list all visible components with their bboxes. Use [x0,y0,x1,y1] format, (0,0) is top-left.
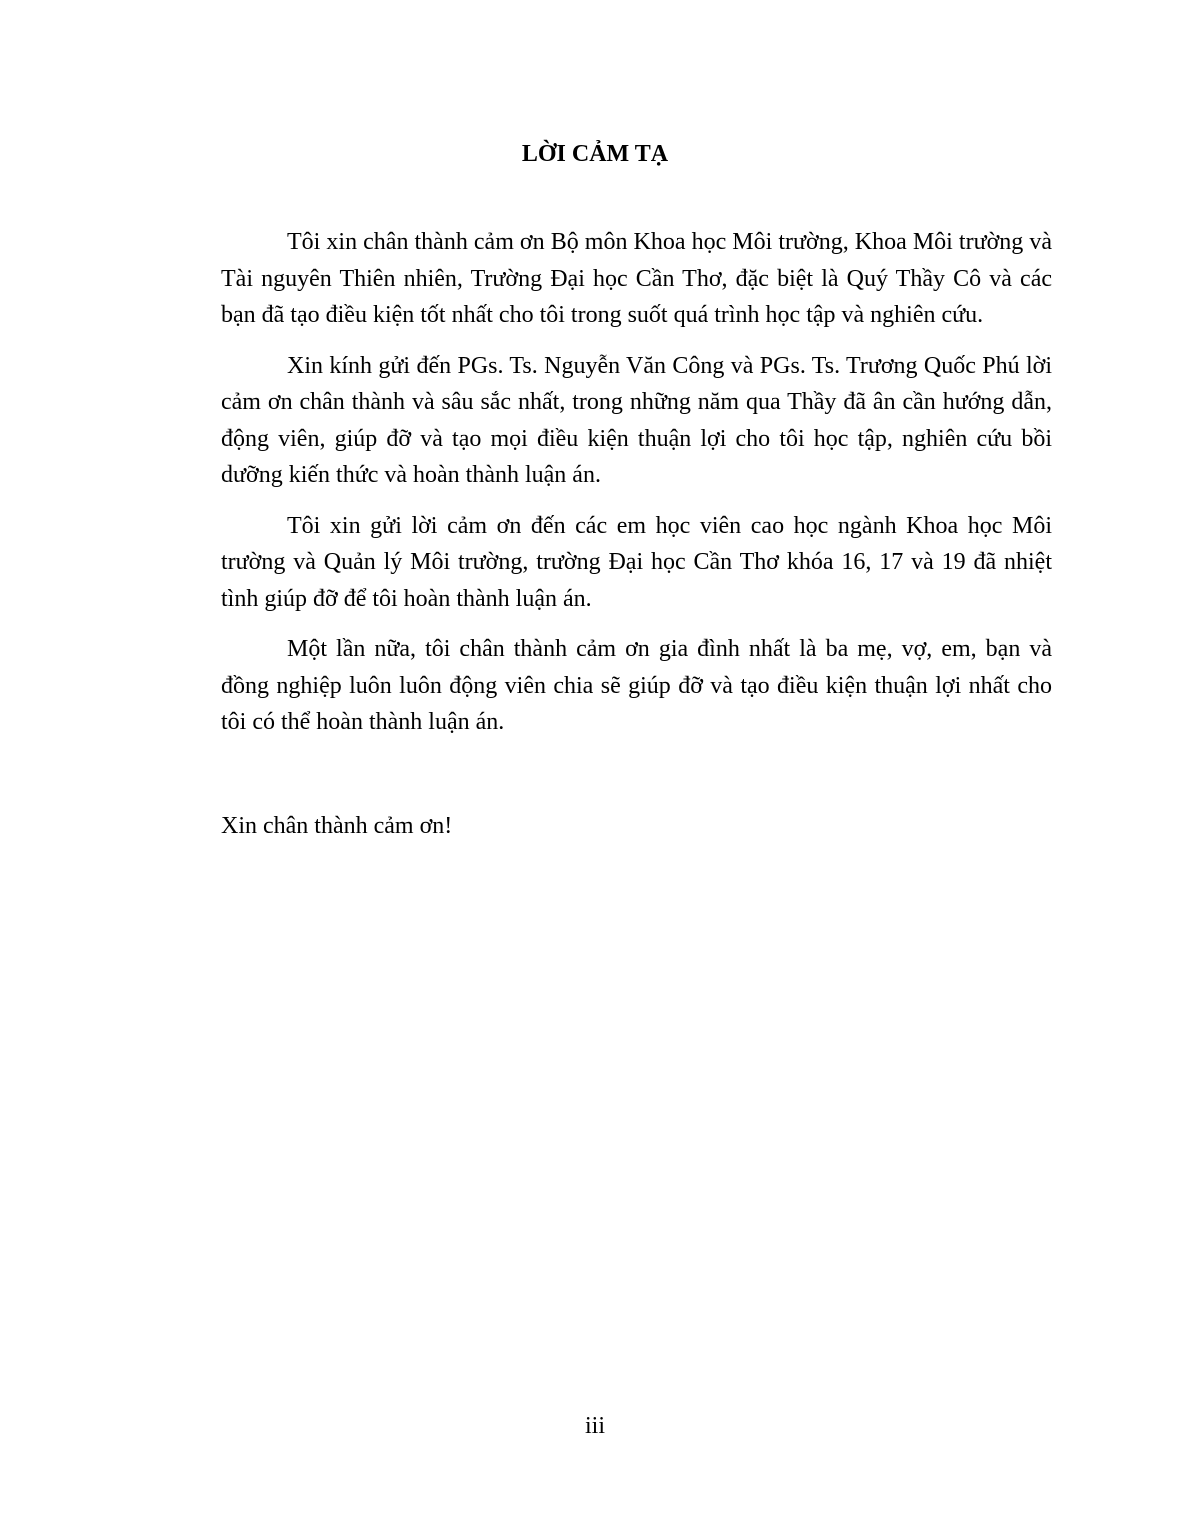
paragraph-3: Tôi xin gửi lời cảm ơn đến các em học viên cao học ngành Khoa học Môi trường và Quản lý Môi trường, trường Đại học Cần Thơ khóa 16, 17 và 19 đã nhiệt tình giúp đỡ để tôi hoàn thành luận án. [221,512,1052,612]
acknowledgement-body [221,224,1052,755]
paragraph-4: Một lần nữa, tôi chân thành cảm ơn gia đình nhất là ba mẹ, vợ, em, bạn và đồng nghiệp luôn luôn động viên chia sẽ giúp đỡ và tạo điều kiện thuận lợi nhất cho tôi có thể hoàn thành luận án. [221,636,1052,735]
paragraph-2: Xin kính gửi đến PGs. Ts. Nguyễn Văn Công và PGs. Ts. Trương Quốc Phú lời cảm ơn chân thành và sâu sắc nhất, trong những năm qua Thầy đã ân cần hướng dẫn, động viên, giúp đỡ và tạo mọi điều kiện thuận lợi cho tôi học tập, nghiên cứu bồi dưỡng kiến thức và hoàn thành luận án. [221,352,1052,488]
page-title: LỜI CẢM TẠ [521,141,669,167]
closing-line: Xin chân thành cảm ơn! [221,813,453,839]
paragraph-1: Tôi xin chân thành cảm ơn Bộ môn Khoa học Môi trường, Khoa Môi trường và Tài nguyên Thiên nhiên, Trường Đại học Cần Thơ, đặc biệt là Quý Thầy Cô và các bạn đã tạo điều kiện tốt nhất cho tôi trong suốt quá trình học tập và nghiên cứu. [221,229,1052,328]
page-number: iii [584,1413,605,1439]
